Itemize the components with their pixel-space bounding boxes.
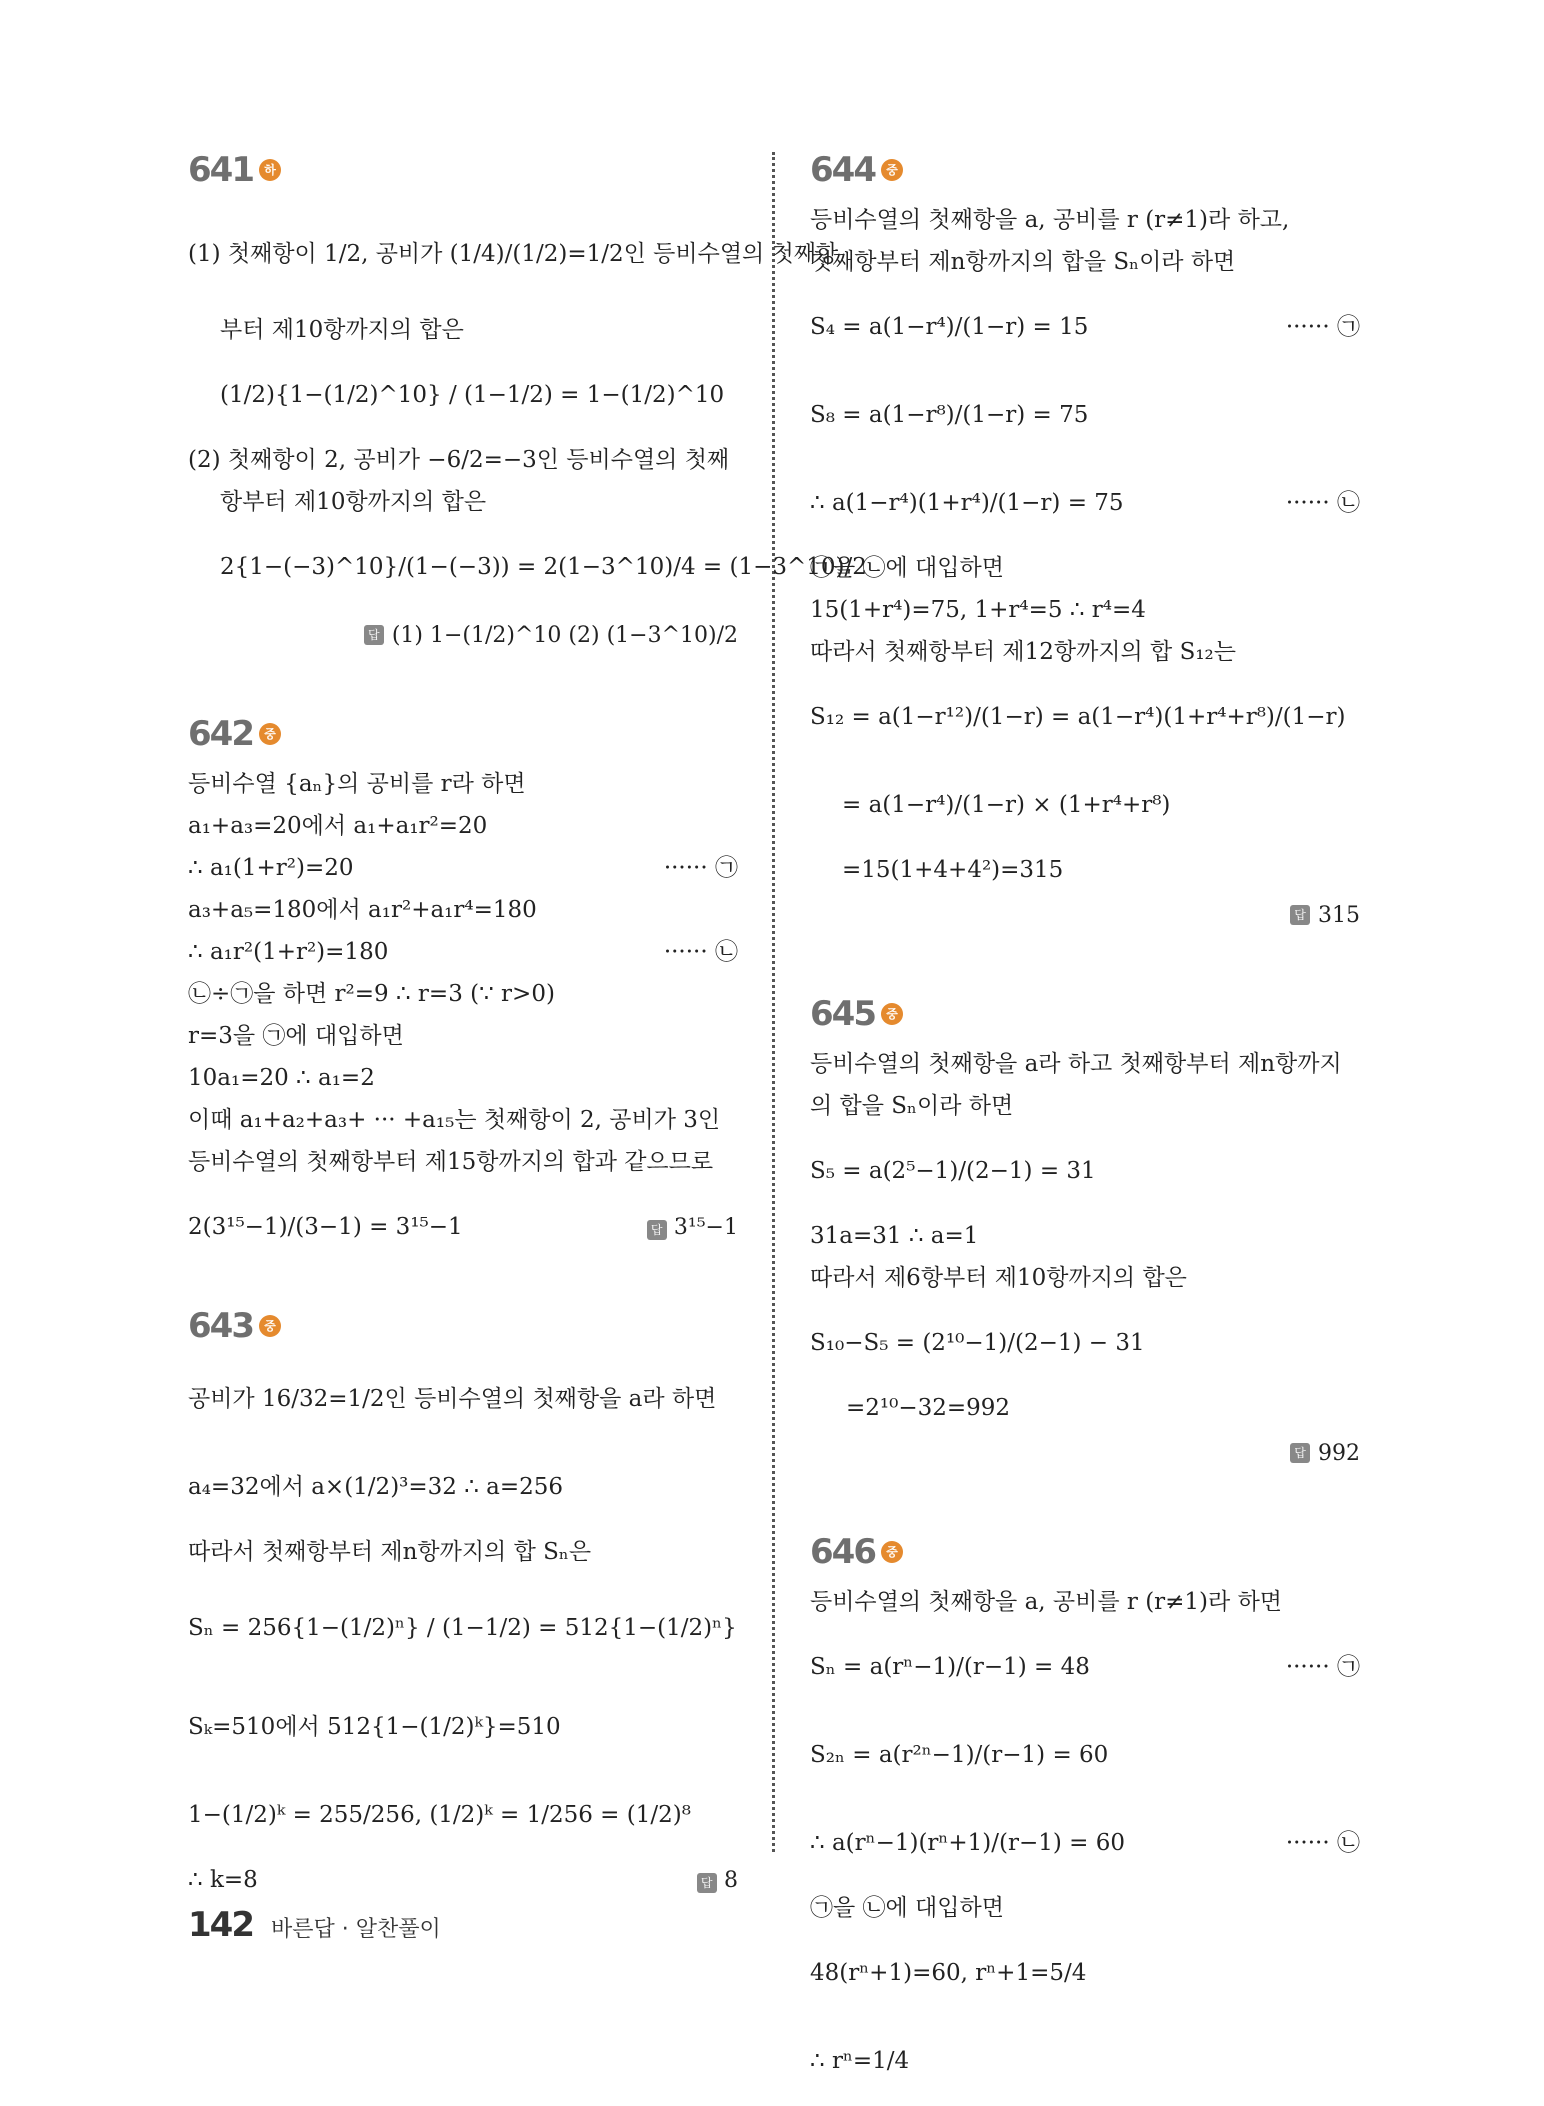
solution-line: 이때 a₁+a₂+a₃+ ··· +a₁₅는 첫째항이 2, 공비가 3인 — [188, 1107, 721, 1134]
equation-marker: ······ ㉠ — [1285, 1654, 1360, 1681]
equation-marker: ······ ㉠ — [663, 855, 738, 882]
solution-line: = a(1−r⁴)/(1−r) × (1+r⁴+r⁸) — [842, 792, 1171, 819]
answer-row — [647, 1214, 738, 1242]
equation: ∴ a₁(1+r²)=20 — [188, 855, 354, 882]
solution-line: 등비수열 {aₙ}의 공비를 r라 하면 — [188, 771, 526, 798]
solution-line: 의 합을 Sₙ이라 하면 — [810, 1093, 1014, 1120]
difficulty-badge: 하 — [259, 159, 281, 181]
solution-line: 공비가 16/32=1/2인 등비수열의 첫째항을 a라 하면 — [188, 1386, 717, 1413]
solution-line: a₁+a₃=20에서 a₁+a₁r²=20 — [188, 813, 488, 840]
equation: ∴ k=8 — [188, 1867, 258, 1894]
right-column — [810, 150, 1360, 2106]
equation-marker: ······ ㉠ — [1285, 314, 1360, 341]
page-number: 142 — [188, 1905, 253, 1945]
solution-line: S₁₂ = a(1−r¹²)/(1−r) = a(1−r⁴)(1+r⁴+r⁸)/(1−r) — [810, 704, 1346, 731]
solution-line: 항부터 제10항까지의 합은 — [220, 489, 487, 516]
problem-number: 645 — [810, 994, 875, 1034]
solution-line: 첫째항부터 제n항까지의 합을 Sₙ이라 하면 — [810, 249, 1236, 276]
problem-number: 642 — [188, 714, 253, 754]
solution-line: 부터 제10항까지의 합은 — [220, 317, 464, 344]
answer-value: 8 — [724, 1868, 738, 1894]
solution-line — [188, 848, 738, 890]
solution-line: a₄=32에서 a×(1/2)³=32 ∴ a=256 — [188, 1474, 564, 1501]
solution-line: S₈ = a(1−r⁸)/(1−r) = 75 — [810, 402, 1089, 429]
solution-line: 2{1−(−3)^10}/(1−(−3)) = 2(1−3^10)/4 = (1−3^10)/2 — [220, 554, 867, 581]
answer-icon: 답 — [697, 1873, 717, 1893]
solution-line: 따라서 첫째항부터 제12항까지의 합 S₁₂는 — [810, 639, 1236, 666]
book-title: 바른답 · 알찬풀이 — [270, 1917, 441, 1942]
column-divider — [772, 152, 775, 1852]
solution-line: 15(1+r⁴)=75, 1+r⁴=5 ∴ r⁴=4 — [810, 597, 1146, 624]
solution-line: 1−(1/2)ᵏ = 255/256, (1/2)ᵏ = 1/256 = (1/2)⁸ — [188, 1802, 691, 1829]
solution-line — [810, 460, 1360, 548]
equation-marker: ······ ㉡ — [1285, 490, 1360, 517]
solution-line: r=3을 ㉠에 대입하면 — [188, 1023, 404, 1050]
solution-line: 등비수열의 첫째항을 a, 공비를 r (r≠1)라 하고, — [810, 207, 1290, 234]
answer-icon: 답 — [647, 1220, 667, 1240]
problem-645 — [810, 994, 1360, 1476]
problem-number: 644 — [810, 150, 875, 190]
solution-line: 10a₁=20 ∴ a₁=2 — [188, 1065, 375, 1092]
equation: ∴ a(rⁿ−1)(rⁿ+1)/(r−1) = 60 — [810, 1830, 1126, 1857]
solution-line — [810, 1624, 1360, 1712]
solution-line: 등비수열의 첫째항을 a, 공비를 r (r≠1)라 하면 — [810, 1589, 1283, 1616]
answer-value: 3¹⁵−1 — [673, 1215, 738, 1241]
equation: 2(3¹⁵−1)/(3−1) = 3¹⁵−1 — [188, 1214, 463, 1241]
solution-line: ㉠을 ㉡에 대입하면 — [810, 1895, 1004, 1922]
solution-line: =15(1+4+4²)=315 — [842, 857, 1064, 884]
problem-number: 643 — [188, 1306, 253, 1346]
problem-number: 646 — [810, 1532, 875, 1572]
equation: S₄ = a(1−r⁴)/(1−r) = 15 — [810, 314, 1089, 341]
problem-646 — [810, 1532, 1360, 2106]
solution-line — [188, 1184, 738, 1272]
difficulty-badge: 중 — [259, 723, 281, 745]
equation-marker: ······ ㉡ — [663, 939, 738, 966]
answer-row — [810, 892, 1360, 938]
problem-643 — [188, 1306, 738, 1902]
answer-value: (1) 1−(1/2)^10 (2) (1−3^10)/2 — [391, 622, 738, 648]
solution-line: (1/2){1−(1/2)^10} / (1−1/2) = 1−(1/2)^10 — [220, 382, 725, 409]
solution-line: 따라서 제6항부터 제10항까지의 합은 — [810, 1265, 1187, 1292]
solution-line: ∴ rⁿ=1/4 — [810, 2048, 910, 2075]
solution-line: S₅ = a(2⁵−1)/(2−1) = 31 — [810, 1158, 1096, 1185]
equation: Sₙ = a(rⁿ−1)/(r−1) = 48 — [810, 1654, 1090, 1681]
solution-line: S₁₀−S₅ = (2¹⁰−1)/(2−1) − 31 — [810, 1330, 1145, 1357]
solution-line — [810, 1800, 1360, 1888]
answer-row — [188, 612, 738, 658]
solution-line: ㉠을 ㉡에 대입하면 — [810, 555, 1004, 582]
difficulty-badge: 중 — [259, 1315, 281, 1337]
problem-642 — [188, 714, 738, 1272]
solution-line — [810, 284, 1360, 372]
equation-marker: ······ ㉡ — [1285, 1830, 1360, 1857]
solution-line: 등비수열의 첫째항부터 제15항까지의 합과 같으므로 — [188, 1149, 714, 1176]
answer-value: 992 — [1318, 1440, 1360, 1466]
solution-line: =2¹⁰−32=992 — [846, 1395, 1011, 1422]
solution-line: ㉡÷㉠을 하면 r²=9 ∴ r=3 (∵ r>0) — [188, 981, 555, 1008]
problem-644 — [810, 150, 1360, 938]
solution-line: 31a=31 ∴ a=1 — [810, 1223, 979, 1250]
solution-line: 따라서 첫째항부터 제n항까지의 합 Sₙ은 — [188, 1539, 592, 1566]
solution-line: Sₖ=510에서 512{1−(1/2)ᵏ}=510 — [188, 1714, 561, 1741]
difficulty-badge: 중 — [881, 1003, 903, 1025]
solution-line: (2) 첫째항이 2, 공비가 −6/2=−3인 등비수열의 첫째 — [188, 447, 730, 474]
solution-line: 48(rⁿ+1)=60, rⁿ+1=5/4 — [810, 1960, 1087, 1987]
difficulty-badge: 중 — [881, 1541, 903, 1563]
difficulty-badge: 중 — [881, 159, 903, 181]
equation: ∴ a₁r²(1+r²)=180 — [188, 939, 389, 966]
solution-line: (1) 첫째항이 1/2, 공비가 (1/4)/(1/2)=1/2인 등비수열의 첫째항 — [188, 241, 839, 268]
solution-line — [188, 1860, 738, 1902]
solution-line: Sₙ = 256{1−(1/2)ⁿ} / (1−1/2) = 512{1−(1/2)ⁿ} — [188, 1615, 737, 1642]
answer-row — [810, 1430, 1360, 1476]
solution-line: S₂ₙ = a(r²ⁿ−1)/(r−1) = 60 — [810, 1742, 1109, 1769]
answer-icon: 답 — [364, 625, 384, 645]
equation: ∴ a(1−r⁴)(1+r⁴)/(1−r) = 75 — [810, 490, 1124, 517]
answer-icon: 답 — [1290, 905, 1310, 925]
answer-row — [697, 1867, 738, 1895]
solution-line: 등비수열의 첫째항을 a라 하고 첫째항부터 제n항까지 — [810, 1051, 1342, 1078]
answer-icon: 답 — [1290, 1443, 1310, 1463]
answer-value: 315 — [1318, 902, 1360, 928]
problem-number: 641 — [188, 150, 253, 190]
solution-line — [188, 932, 738, 974]
page-footer — [188, 1905, 441, 1945]
solution-line: a₃+a₅=180에서 a₁r²+a₁r⁴=180 — [188, 897, 537, 924]
